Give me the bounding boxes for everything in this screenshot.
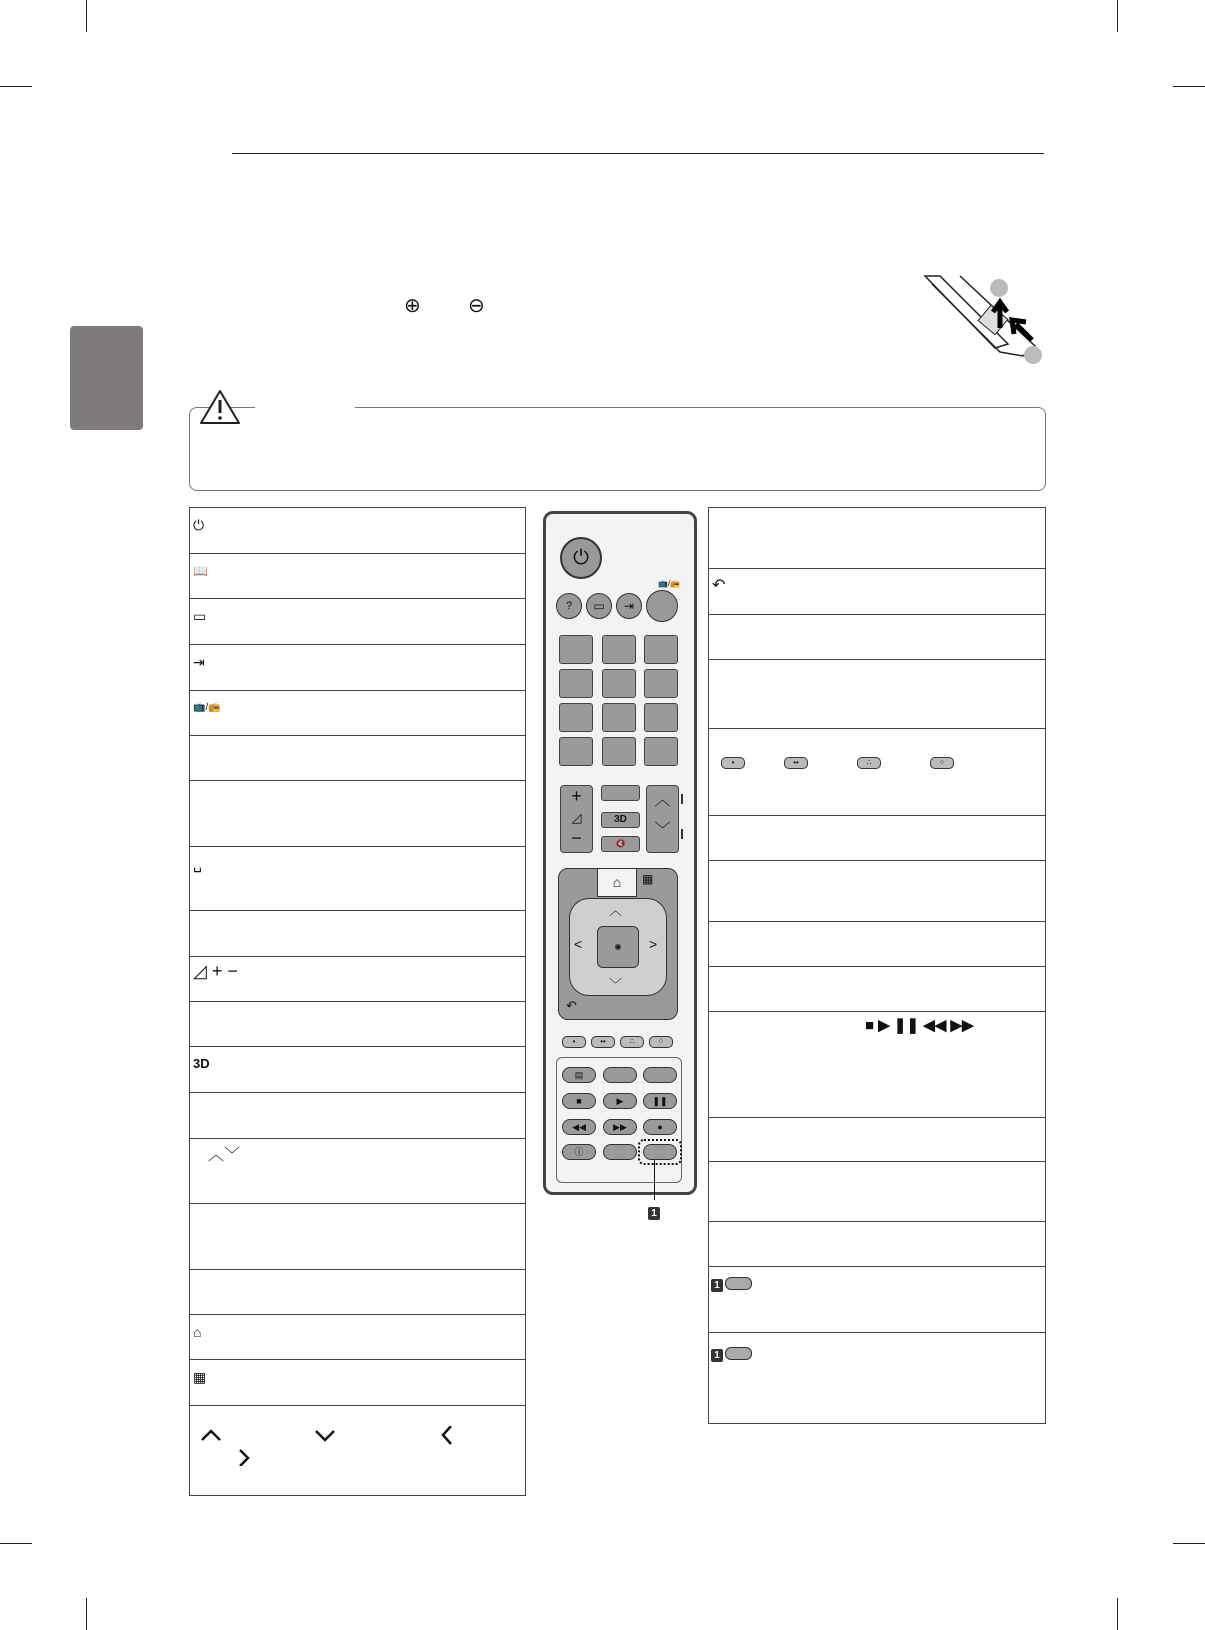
table-row	[190, 1269, 525, 1315]
remote-number-button	[559, 669, 593, 698]
crop-mark	[0, 86, 32, 87]
table-row	[709, 966, 1045, 1012]
callout-leader-line	[654, 1160, 655, 1200]
help-book-icon: 📖	[193, 564, 208, 578]
remote-number-button	[559, 737, 593, 766]
remote-3d-button: 3D	[601, 812, 640, 828]
back-icon: ↶	[712, 577, 726, 594]
caution-box	[189, 407, 1046, 491]
remote-tv-radio-label: 📺/📻	[658, 579, 681, 588]
table-row	[709, 659, 1045, 729]
home-icon: ⌂	[193, 1324, 202, 1340]
green-button-icon: ••	[784, 757, 808, 769]
apps-grid-icon: ▦	[193, 1369, 207, 1385]
table-row	[190, 1314, 525, 1360]
navigation-arrows-icon	[198, 1426, 458, 1466]
remote-forward-button: ▶▶	[603, 1119, 637, 1135]
crop-mark	[1173, 86, 1205, 87]
playback-control-icon: ■ ▶ ❚❚ ◀◀ ▶▶	[865, 1017, 974, 1034]
remote-stop-button: ■	[562, 1093, 596, 1109]
table-row	[190, 690, 525, 736]
space-icon: ␣	[193, 856, 202, 872]
remote-ratio-button: ▭	[586, 593, 612, 619]
caution-warning-icon	[198, 388, 242, 426]
table-row	[709, 508, 1045, 568]
remote-callout-highlight	[638, 1139, 682, 1165]
remote-home-button: ⌂	[597, 868, 637, 897]
remote-function-button	[603, 1067, 637, 1083]
remote-power-button: ⏻	[560, 537, 602, 579]
remote-pause-button: ❚❚	[643, 1093, 677, 1109]
volume-icon: ◿ + −	[193, 961, 238, 981]
table-row	[190, 508, 525, 553]
remote-number-button	[602, 669, 636, 698]
red-button-icon: •	[721, 757, 745, 769]
callout-1-button-icon: 1	[711, 1275, 752, 1293]
table-row	[190, 1359, 525, 1406]
table-row	[709, 728, 1045, 816]
crop-mark	[1117, 0, 1118, 32]
table-row	[190, 598, 525, 645]
remote-volume-rocker: + ◿ −	[560, 785, 593, 853]
input-icon: ⇥	[193, 654, 205, 670]
remote-blue-button: ⁘	[649, 1036, 673, 1048]
table-row	[709, 860, 1045, 922]
remote-number-button	[559, 703, 593, 732]
table-row	[190, 846, 525, 911]
chapter-side-tab	[70, 326, 143, 430]
callout-1-button-icon: 1	[711, 1345, 752, 1363]
table-row	[709, 1332, 1045, 1424]
table-row	[709, 614, 1045, 660]
3d-icon: 3D	[193, 1056, 210, 1071]
table-row	[190, 1138, 525, 1204]
power-icon: ⏻	[193, 517, 205, 533]
crop-mark	[1117, 1598, 1118, 1630]
callout-badge: 1	[648, 1203, 660, 1221]
remote-down-arrow-icon: ﹀	[609, 977, 623, 992]
remote-up-arrow-icon: ︿	[609, 903, 623, 918]
table-row	[190, 956, 525, 1002]
remote-number-button	[602, 703, 636, 732]
remote-red-button: •	[562, 1036, 586, 1048]
table-row	[709, 815, 1045, 861]
table-row	[709, 1161, 1045, 1222]
crop-mark	[86, 0, 87, 32]
remote-tv-radio-button	[646, 590, 678, 622]
right-button-table	[708, 507, 1046, 1424]
remote-right-arrow-icon: >	[649, 936, 658, 952]
remote-control-illustration	[543, 511, 697, 1195]
caution-box-gap	[255, 400, 355, 412]
crop-mark	[0, 1543, 32, 1544]
table-row	[190, 1046, 525, 1093]
left-button-table	[189, 507, 526, 1496]
remote-number-button	[644, 737, 678, 766]
blue-button-icon: ⁘	[930, 757, 954, 769]
remote-number-button	[602, 635, 636, 664]
remote-left-arrow-icon: <	[574, 936, 583, 952]
remote-number-button	[644, 703, 678, 732]
remote-side-tick	[681, 794, 683, 804]
table-row	[190, 553, 525, 599]
table-row	[709, 1266, 1045, 1333]
table-row	[190, 1001, 525, 1047]
remote-yellow-button: ∴	[620, 1036, 644, 1048]
table-row	[190, 735, 525, 781]
remote-side-tick	[681, 829, 683, 839]
remote-input-button: ⇥	[616, 593, 642, 619]
remote-back-button: ↶	[566, 998, 577, 1013]
table-row	[709, 1011, 1045, 1118]
table-row	[709, 568, 1045, 615]
remote-play-button: ▶	[603, 1093, 637, 1109]
tv-radio-icon: 📺/📻	[193, 702, 221, 713]
remote-apps-button: ▦	[642, 872, 654, 886]
remote-green-button: ••	[591, 1036, 615, 1048]
remote-ok-button: ◉	[597, 926, 639, 968]
table-row	[709, 1221, 1045, 1267]
remote-record-button: ●	[643, 1119, 677, 1135]
remote-number-button	[644, 669, 678, 698]
remote-small-button	[601, 785, 640, 801]
remote-help-button: ?	[556, 593, 582, 619]
table-row	[190, 1092, 525, 1139]
remote-number-button	[644, 635, 678, 664]
remote-channel-rocker: ︿ ﹀	[646, 785, 679, 853]
remote-mute-button: 🔇	[601, 836, 640, 852]
table-row	[190, 1405, 525, 1496]
table-row	[190, 644, 525, 691]
table-row	[190, 910, 525, 957]
table-row	[190, 780, 525, 847]
crop-mark	[86, 1598, 87, 1630]
table-row	[709, 921, 1045, 967]
remote-info-button: ⓘ	[562, 1144, 596, 1160]
battery-plus-icon: ⊕	[404, 295, 421, 317]
yellow-button-icon: ∴	[857, 757, 881, 769]
remote-number-button	[602, 737, 636, 766]
crop-mark	[1173, 1543, 1205, 1544]
header-rule	[232, 153, 1044, 154]
remote-rewind-button: ◀◀	[562, 1119, 596, 1135]
remote-number-button	[559, 635, 593, 664]
channel-up-down-icon: ︿﹀	[208, 1147, 241, 1164]
remote-text-button: ▤	[562, 1067, 596, 1083]
battery-cover-illustration	[920, 272, 1050, 368]
table-row	[190, 1203, 525, 1270]
battery-minus-icon: ⊖	[468, 295, 485, 317]
screen-ratio-icon: ▭	[193, 608, 207, 624]
remote-function-button	[643, 1067, 677, 1083]
remote-function-button	[603, 1144, 637, 1160]
table-row	[709, 1117, 1045, 1162]
